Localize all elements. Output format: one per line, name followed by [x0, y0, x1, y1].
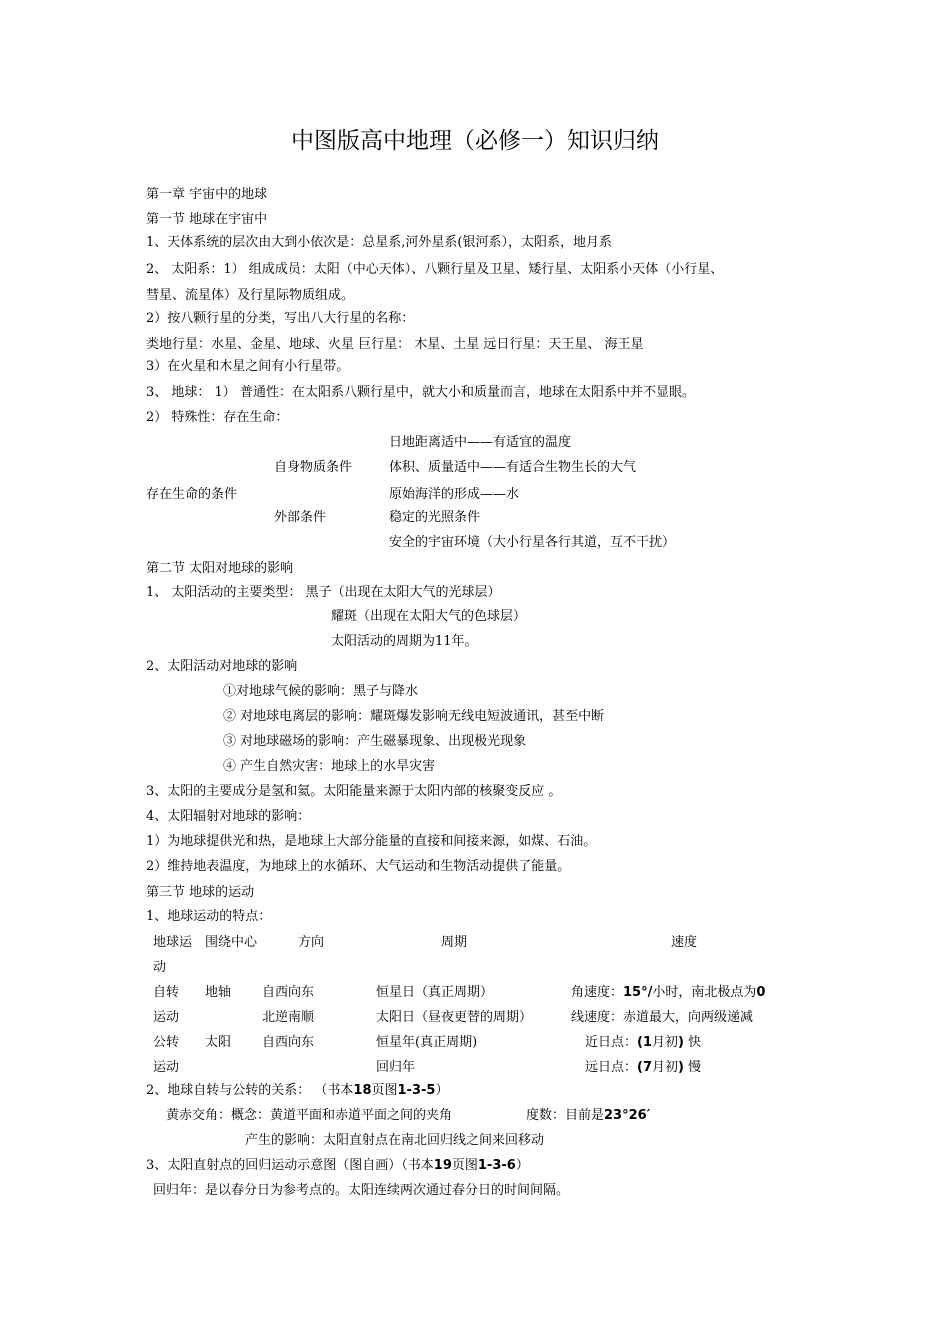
text-line: 2） 特殊性：存在生命： [146, 410, 289, 425]
table-cell: 北逆南顺 [262, 1010, 315, 1025]
text-line: 3、 地球： 1） 普通性：在太阳系八颗行星中，就大小和质量而言，地球在太阳系中并不显眼。 [146, 385, 695, 400]
table-cell: 公转 [153, 1035, 180, 1050]
table-cell: 自西向东 [262, 985, 315, 1000]
text-line: 产生的影响：太阳直射点在南北回归线之间来回移动 [245, 1133, 545, 1148]
text-line: 1）为地球提供光和热，是地球上大部分能量的直接和间接来源，如煤、石油。 [146, 834, 597, 849]
table-cell: 运动 [153, 1060, 180, 1075]
table-cell: 自转 [153, 985, 180, 1000]
table-header-cell: 地球运 [153, 935, 193, 950]
life-condition: 安全的宇宙环境（大小行星各行其道，互不干扰） [389, 535, 676, 550]
life-condition: 稳定的光照条件 [389, 510, 481, 525]
text-line: 回归年：是以春分日为参考点的。太阳连续两次通过春分日的时间间隔。 [153, 1183, 570, 1198]
table-cell: 运动 [153, 1010, 180, 1025]
life-condition: 原始海洋的形成——水 [389, 487, 520, 502]
table-cell: 角速度：15°/小时，南北极点为0 [571, 985, 766, 1000]
table-cell: 自西向东 [262, 1035, 315, 1050]
list-item: ①对地球气候的影响：黑子与降水 [223, 684, 419, 699]
text-line: 度数：目前是23°26′ [526, 1108, 651, 1123]
table-header-cell: 动 [153, 960, 167, 975]
text-line: 2、 太阳系：1） 组成成员：太阳（中心天体）、八颗行星及卫星、矮行星、太阳系小天体（小行星、 [146, 262, 724, 277]
table-cell: 线速度：赤道最大，向两级递减 [571, 1010, 754, 1025]
table-cell: 回归年 [376, 1060, 416, 1075]
text-line: 4、太阳辐射对地球的影响： [146, 809, 311, 824]
text-line: 3、太阳的主要成分是氢和氦。太阳能量来源于太阳内部的核聚变反应 。 [146, 784, 562, 799]
text-line: 3、太阳直射点的回归运动示意图（图自画）（书本19页图1-3-6） [146, 1158, 529, 1173]
text-line: 1、 太阳活动的主要类型： 黑子（出现在太阳大气的光球层） [146, 585, 501, 600]
life-condition-root: 存在生命的条件 [146, 487, 238, 502]
text-line: 太阳活动的周期为11年。 [331, 634, 478, 649]
section-heading: 第二节 太阳对地球的影响 [146, 561, 294, 576]
text-line: 2）按八颗行星的分类，写出八大行星的名称： [146, 311, 415, 326]
table-cell: 恒星年(真正周期) [376, 1035, 478, 1050]
text-line: 1、地球运动的特点： [146, 909, 272, 924]
chapter-heading: 第一章 宇宙中的地球 [146, 187, 268, 202]
table-header-cell: 方向 [298, 935, 325, 950]
table-cell: 远日点：(7月初) 慢 [585, 1060, 702, 1075]
table-header-cell: 速度 [671, 935, 698, 950]
section-heading: 第一节 地球在宇宙中 [146, 212, 268, 227]
table-cell: 恒星日（真正周期） [376, 985, 494, 1000]
text-line: 3）在火星和木星之间有小行星带。 [146, 359, 350, 374]
life-condition: 体积、质量适中——有适合生物生长的大气 [389, 460, 637, 475]
life-condition-group: 外部条件 [274, 510, 327, 525]
table-cell: 地轴 [205, 985, 232, 1000]
list-item: ④ 产生自然灾害：地球上的水旱灾害 [223, 759, 436, 774]
page-title: 中图版高中地理（必修一）知识归纳 [291, 128, 659, 154]
text-line: 彗星、流星体）及行星际物质组成。 [146, 288, 355, 303]
text-line: 2）维持地表温度，为地球上的水循环、大气运动和生物活动提供了能量。 [146, 859, 571, 874]
life-condition: 日地距离适中——有适宜的温度 [389, 435, 572, 450]
table-cell: 近日点：(1月初) 快 [585, 1035, 702, 1050]
list-item: ② 对地球电离层的影响：耀斑爆发影响无线电短波通讯，甚至中断 [223, 709, 605, 724]
text-line: 黄赤交角：概念：黄道平面和赤道平面之间的夹角 [166, 1108, 453, 1123]
life-condition-group: 自身物质条件 [274, 460, 353, 475]
table-cell: 太阳日（昼夜更替的周期） [376, 1010, 533, 1025]
text-line: 1、天体系统的层次由大到小依次是：总星系,河外星系(银河系），太阳系，地月系 [146, 235, 612, 250]
text-line: 类地行星：水星、金星、地球、火星 巨行星： 木星、土星 远日行星：天王星、 海王星 [146, 337, 644, 352]
text-line: 耀斑（出现在太阳大气的色球层） [331, 609, 527, 624]
text-line: 2、太阳活动对地球的影响 [146, 659, 298, 674]
section-heading: 第三节 地球的运动 [146, 885, 255, 900]
table-cell: 太阳 [205, 1035, 232, 1050]
text-line: 2、地球自转与公转的关系： （书本18页图1-3-5） [146, 1083, 449, 1098]
list-item: ③ 对地球磁场的影响：产生磁暴现象、出现极光现象 [223, 734, 527, 749]
table-header-cell: 围绕中心 [205, 935, 258, 950]
table-header-cell: 周期 [441, 935, 468, 950]
